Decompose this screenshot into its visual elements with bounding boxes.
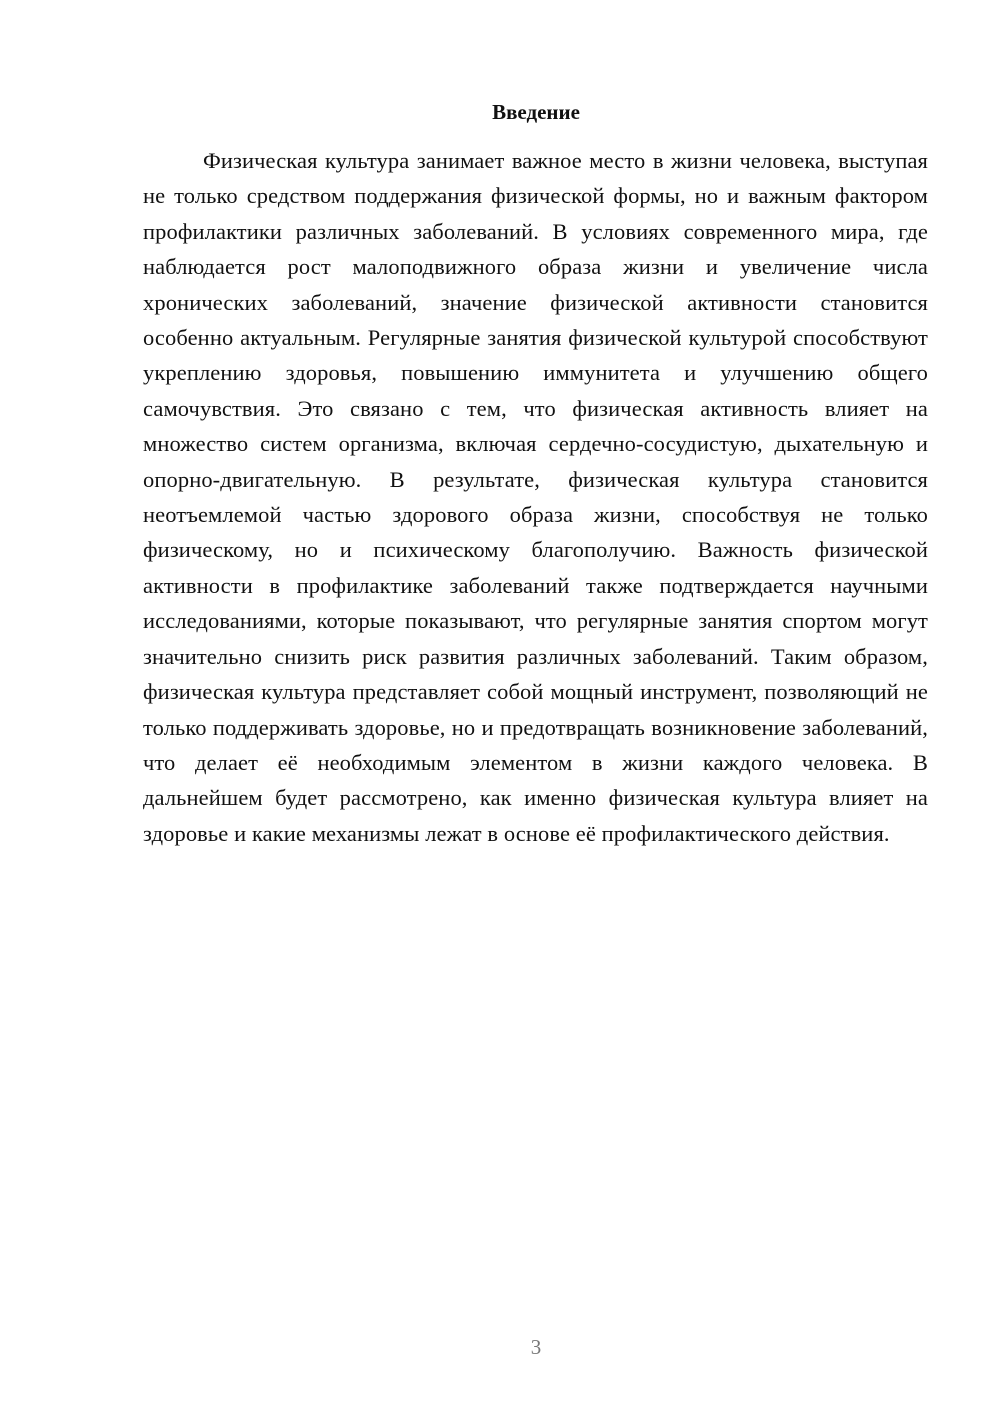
section-heading: Введение (492, 100, 580, 124)
body-paragraph: Физическая культура занимает важное место в жизни человека, выступая не только средством поддержания физической формы, но и важным фактором профилактики различных заболеваний. В условиях современного мира, где наблюдается рост малоподвижного образа жизни и увеличение числа хронических заболеваний, значение физической активности становится особенно актуальным. Регулярные занятия физической культурой способствуют укреплению здоровья, повышению иммунитета и улучшению общего самочувствия. Это связано с тем, что физическая активность влияет на множество систем организма, включая сердечно-сосудистую, дыхательную и опорно-двигательную. В результате, физическая культура становится неотъемлемой частью здорового образа жизни, способствуя не только физическому, но и психическому благополучию. Важность физической активности в профилактике заболеваний также подтверждается научными исследованиями, которые показывают, что регулярные занятия спортом могут значительно снизить риск развития различных заболеваний. Таким образом, физическая культура представляет собой мощный инструмент, позволяющий не только поддерживать здоровье, но и предотвращать возникновение заболеваний, что делает её необходимым элементом в жизни каждого человека. В дальнейшем будет рассмотрено, как именно физическая культура влияет на здоровье и какие механизмы лежат в основе её профилактического действия. (143, 148, 928, 846)
page-number: 3 (530, 1335, 542, 1359)
